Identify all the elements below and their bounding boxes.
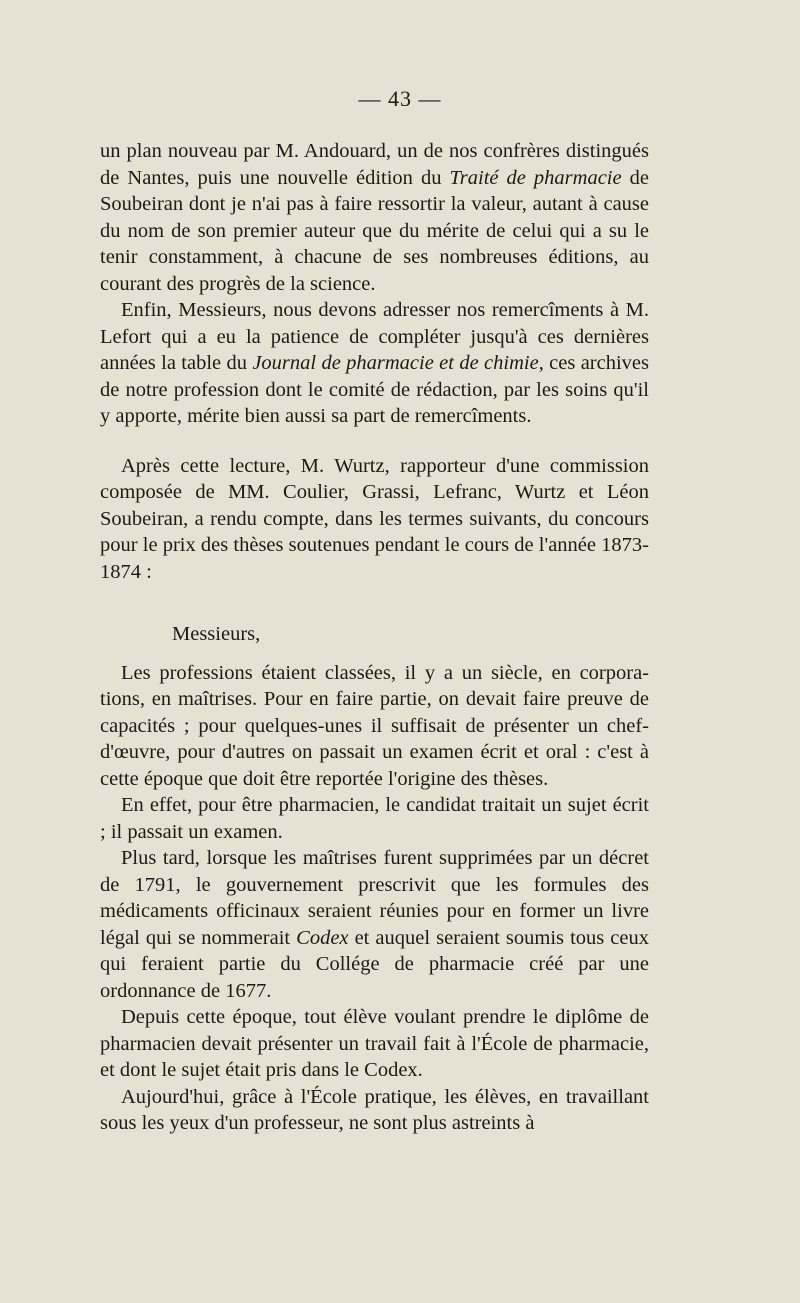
paragraph-professions [100,660,649,793]
paragraph-aujourdhui [100,1084,649,1137]
text-run: Enfin, Messieurs, nous devons adresser nos remercîments à M. Lefort qui a eu la patience de compléter jusqu'à ces dernières années la table du [100,299,649,374]
paragraph-codex [100,845,649,1004]
book-title-traite-de-pharmacie: Traité de pharmacie [449,166,622,189]
text-run: Les professions étaient classées, il y a un siècle, en corporations, en maîtrises. Pour en faire partie, on devait faire preuve de capacités ; pour quelques-unes il suffisait de présenter un chef-d'œuvre, pour d'autres on passait un examen écrit et oral : c'est à cette époque que doit être reportée l'origine des thèses. [100,661,649,790]
text-run: Plus tard, lorsque les maîtrises furent supprimées par un décret de 1791, le gouvernement prescrivit que les formules des médicaments officinaux seraient réunies pour en former un livre légal qui se nommerait [100,847,649,949]
text-run: un plan nouveau par M. Andouard, un de nos confrères distingués de Nantes, puis une nouvelle édition du [100,140,649,189]
text-run: Aujourd'hui, grâce à l'École pratique, les élèves, en travaillant sous les yeux d'un professeur, ne sont plus astreints à [100,1085,649,1134]
paragraph-continued [100,138,649,297]
text-run: Depuis cette époque, tout élève voulant prendre le diplôme de pharmacien devait présenter un travail fait à l'École de pharmacie, et dont le sujet était pris dans le Codex. [100,1006,649,1081]
journal-title: Journal de pharmacie et de chimie [252,352,539,374]
paragraph-en-effet [100,792,649,845]
text-run: Après cette lecture, M. Wurtz, rapporteur d'une commission composée de MM. Coulier, Grassi, Lefranc, Wurtz et Léon Soubeiran, a rendu compte, dans les termes suivants, du concours pour le prix des thèses soutenues pendant le cours de l'année 1873-1874 : [100,454,649,583]
text-run: En effet, pour être pharmacien, le candidat traitait un sujet écrit ; il passait un examen. [100,794,649,843]
codex-title: Codex [296,926,349,949]
paragraph-depuis [100,1004,649,1084]
text-run: , ces archives de notre profession dont le comité de rédaction, par les soins qu'il y apporte, mérite bien aussi sa part de remercîments. [100,352,649,427]
page-number: — 43 — [358,86,442,111]
salutation [100,621,649,648]
paragraph-wurtz-report [100,453,649,586]
text-run: Messieurs, [172,623,261,645]
paragraph-thanks-lefort [100,297,649,430]
body-text [100,138,649,1137]
text-run: et auquel seraient soumis tous ceux qui feraient partie du Collége de pharmacie créé par une ordonnance de 1677. [100,926,649,1002]
text-run: de Soubeiran dont je n'ai pas à faire ressortir la valeur, autant à cause du nom de son premier auteur que du mérite de celui qui a su le tenir constamment, à chacune de ses nombreuses éditions, au courant des progrès de la science. [100,166,650,295]
